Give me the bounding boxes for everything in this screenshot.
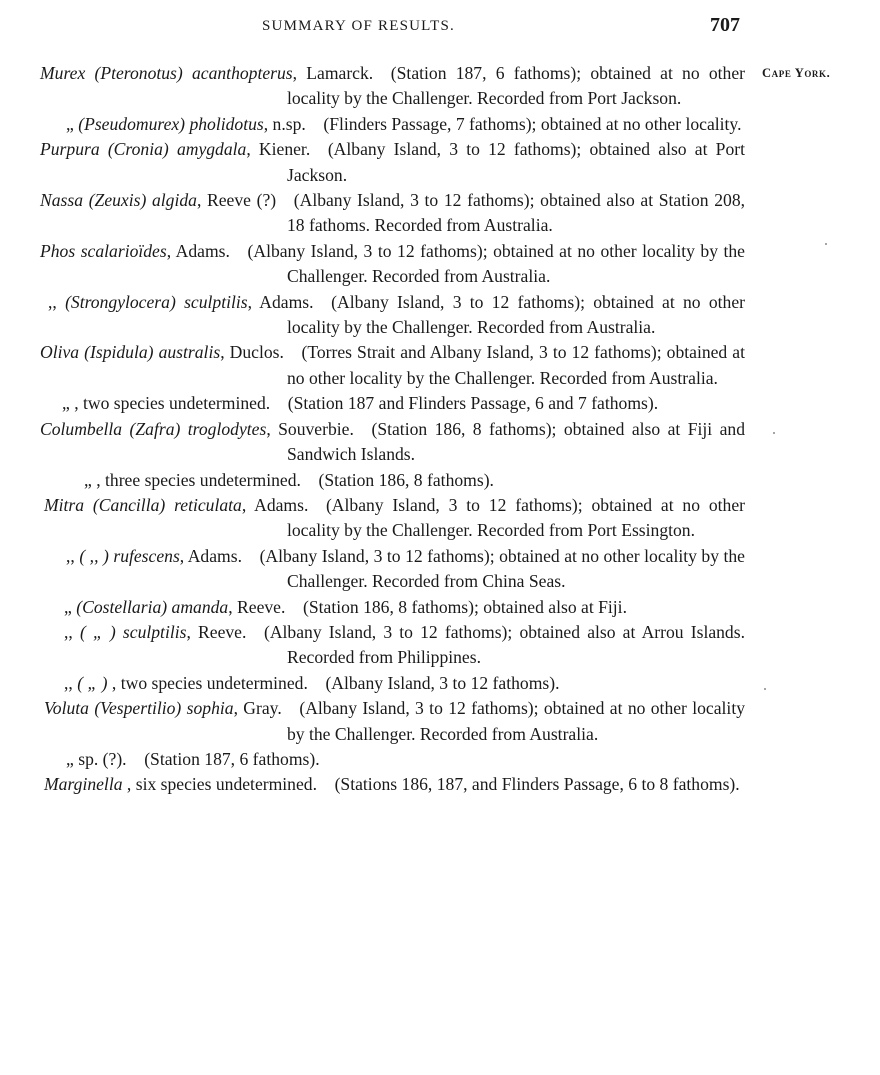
species-name: australis [158, 342, 221, 363]
species-name: troglodytes [187, 418, 267, 439]
locality-text: (Station 187, 6 fathoms). [144, 748, 320, 769]
author-name: , Kiener. [246, 139, 311, 160]
species-name: reticulata [174, 494, 242, 515]
subgenus-name: ( ,, ) [79, 545, 109, 566]
locality-text: (Albany Island, 3 to 12 fathoms); obtained also at Port Jackson. [287, 139, 745, 185]
speck [773, 432, 775, 434]
locality-text: (Station 186, 8 fathoms). [318, 469, 494, 490]
author-name: , Adams. [179, 545, 242, 566]
species-entry [0, 671, 745, 696]
ditto-mark: ,, [48, 291, 57, 312]
genus-name: Columbella [40, 418, 123, 439]
species-name: sophia [186, 698, 234, 719]
species-entry [0, 696, 745, 747]
ditto-mark: „ [64, 596, 72, 617]
species-entry [0, 595, 745, 620]
genus-name: Purpura [40, 139, 100, 160]
genus-name: Nassa [40, 190, 84, 211]
locality-text: (Torres Strait and Albany Island, 3 to 12 fathoms); obtained at no other locality by the Challenger. Recorded from Australia. [287, 342, 745, 388]
species-entry [0, 61, 745, 112]
author-name: , Reeve (?) [196, 190, 277, 211]
genus-name: Oliva [40, 342, 80, 363]
ditto-mark: „ [84, 469, 92, 490]
locality-text: (Stations 186, 187, and Flinders Passage, 6 to 8 fathoms). [334, 774, 740, 795]
species-entry [0, 188, 745, 239]
subgenus-name: (Zeuxis) [88, 190, 147, 211]
subgenus-name: (Cronia) [107, 139, 169, 160]
subgenus-name: (Vespertilio) [94, 698, 182, 719]
genus-name: Marginella [44, 774, 123, 795]
running-title: SUMMARY OF RESULTS. [262, 18, 455, 34]
locality-text: (Albany Island, 3 to 12 fathoms); obtained also at Arrou Islands. Recorded from Philippines. [263, 621, 745, 668]
page-number: 707 [710, 14, 740, 36]
subgenus-name: (Strongylocera) [65, 291, 176, 312]
margin-note: Cape York. [762, 66, 831, 80]
species-entry [0, 239, 745, 290]
locality-text: (Station 187 and Flinders Passage, 6 and 7 fathoms). [287, 393, 659, 414]
subgenus-name: ( „ ) [79, 621, 116, 642]
species-entry [0, 493, 745, 544]
genus-name: Murex [40, 63, 86, 83]
author-name: , two species undetermined. [111, 672, 308, 693]
species-entry [0, 747, 745, 772]
author-name: , Reeve. [228, 596, 286, 617]
subgenus-name: (Ispidula) [84, 342, 154, 363]
locality-text: (Albany Island, 3 to 12 fathoms); obtained also at Station 208, 18 fathoms. Recorded from Australia. [287, 190, 746, 236]
species-entry [0, 544, 745, 595]
ditto-mark: „ [66, 113, 74, 134]
locality-text: (Albany Island, 3 to 12 fathoms); obtained at no other locality by the Challenger. Recorded from Australia. [247, 240, 745, 287]
genus-name: Mitra [44, 494, 85, 515]
subgenus-name: (Costellaria) [76, 596, 168, 617]
ditto-mark: „ [62, 393, 70, 414]
species-entry [0, 772, 745, 797]
speck [825, 243, 827, 245]
species-entry [0, 137, 745, 188]
subgenus-name: ( „ ) [77, 672, 108, 693]
species-entry [0, 620, 745, 671]
author-name: , Adams. [166, 240, 230, 261]
author-name: sp. (?). [78, 748, 127, 769]
species-name: algida [152, 190, 197, 211]
author-name: , Reeve. [186, 621, 247, 642]
author-name: , two species undetermined. [74, 393, 271, 414]
species-entry [0, 417, 745, 468]
locality-text: (Flinders Passage, 7 fathoms); obtained at no other locality. [323, 113, 742, 134]
species-name: rufescens [113, 545, 180, 566]
locality-text: (Albany Island, 3 to 12 fathoms); obtained at no other locality by the Challenger. Recorded from Port Essington. [287, 494, 745, 541]
speck [764, 688, 766, 690]
locality-text: (Albany Island, 3 to 12 fathoms); obtained at no other locality by the Challenger. Recorded from China Seas. [259, 545, 745, 592]
author-name: , three species undetermined. [96, 469, 301, 490]
species-name: sculptilis [122, 621, 187, 642]
species-name: scalarioïdes [80, 240, 167, 261]
author-name: , Souverbie. [266, 418, 354, 439]
author-name: , Adams. [247, 291, 314, 312]
author-name: , Duclos. [220, 342, 284, 363]
genus-name: Voluta [44, 698, 89, 719]
ditto-mark: ,, [64, 621, 73, 642]
ditto-mark: ,, [66, 545, 75, 566]
locality-text: (Albany Island, 3 to 12 fathoms). [325, 672, 560, 693]
ditto-mark: „ [66, 748, 74, 769]
species-entry [0, 290, 745, 341]
locality-text: (Station 186, 8 fathoms); obtained also at Fiji and Sandwich Islands. [287, 418, 745, 465]
author-name: , six species undetermined. [126, 774, 317, 795]
author-name: , Lamarck. [292, 63, 374, 83]
species-entry [0, 112, 745, 137]
ditto-mark: ,, [64, 672, 73, 693]
species-name: amygdala [176, 139, 247, 160]
species-list [0, 61, 880, 798]
species-name: sculptilis [184, 291, 248, 312]
running-head [0, 14, 880, 44]
subgenus-name: (Pseudomurex) [78, 113, 186, 134]
author-name: , Gray. [233, 698, 282, 719]
locality-text: (Station 186, 8 fathoms); obtained also at Fiji. [302, 596, 627, 617]
locality-text: (Albany Island, 3 to 12 fathoms); obtained at no other locality by the Challenger. Recorded from Australia. [287, 698, 746, 744]
subgenus-name: (Pteronotus) [94, 63, 183, 83]
author-name: , Adams. [241, 494, 309, 515]
genus-name: Phos [40, 240, 76, 261]
subgenus-name: (Zafra) [129, 418, 181, 439]
species-entry [0, 468, 745, 493]
species-entry [0, 340, 745, 391]
species-entry [0, 391, 745, 416]
species-name: pholidotus [189, 113, 264, 134]
subgenus-name: (Cancilla) [92, 494, 166, 515]
locality-text: (Albany Island, 3 to 12 fathoms); obtained at no other locality by the Challenger. Recorded from Australia. [287, 291, 745, 338]
species-name: amanda [171, 596, 229, 617]
species-name: acanthopterus [191, 63, 293, 83]
locality-text: (Station 187, 6 fathoms); obtained at no other locality by the Challenger. Recorded from Port Jackson. [287, 63, 745, 109]
author-name: , n.sp. [263, 113, 306, 134]
